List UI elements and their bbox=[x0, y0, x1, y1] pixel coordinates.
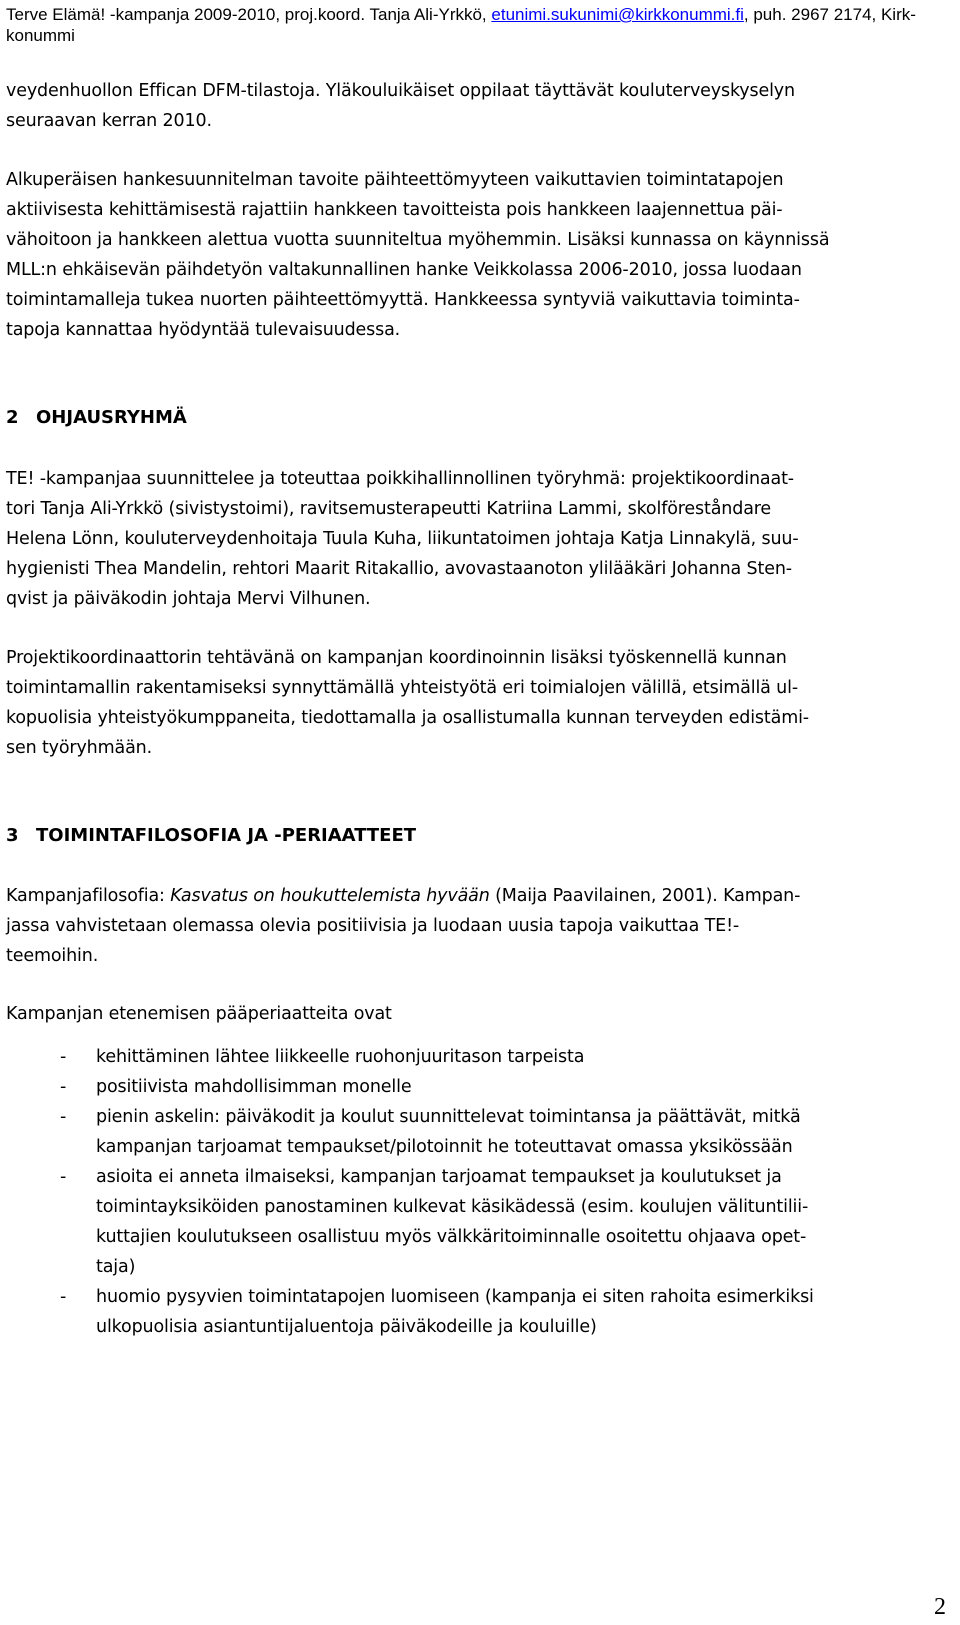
text-line: jassa vahvistetaan olemassa olevia positiivisia ja luodaan uusia tapoja vaikuttaa TE!- bbox=[6, 916, 740, 936]
philosophy-motto: Kasvatus on houkuttelemista hyvään bbox=[170, 886, 490, 906]
text-line: kehittäminen lähtee liikkeelle ruohonjuuritason tarpeista bbox=[96, 1047, 585, 1067]
text-line: hygienisti Thea Mandelin, rehtori Maarit Ritakallio, avovastaanoton ylilääkäri Johanna Sten- bbox=[6, 559, 792, 579]
paragraph-statistics bbox=[6, 76, 936, 136]
paragraph-steering-group bbox=[6, 464, 936, 614]
text-line: TE! -kampanjaa suunnittelee ja toteuttaa poikkihallinnollinen työryhmä: projektikoordinaat- bbox=[6, 469, 794, 489]
list-item bbox=[6, 1072, 936, 1102]
text-line: toimintamallin rakentamiseksi synnyttämällä yhteistyötä eri toimialojen välillä, etsimällä ul- bbox=[6, 678, 798, 698]
list-dash: - bbox=[60, 1287, 67, 1307]
text-line: taja) bbox=[96, 1257, 136, 1277]
text-line: asioita ei anneta ilmaiseksi, kampanjan tarjoamat tempaukset ja koulutukset ja bbox=[96, 1167, 782, 1187]
philosophy-label: Kampanjafilosofia: bbox=[6, 886, 171, 906]
section-heading-3 bbox=[6, 821, 416, 851]
text-line: positiivista mahdollisimman monelle bbox=[96, 1077, 412, 1097]
header-text: Terve Elämä! -kampanja 2009-2010, proj.koord. Tanja Ali-Yrkkö, bbox=[6, 5, 487, 24]
text-line: Helena Lönn, kouluterveydenhoitaja Tuula Kuha, liikuntatoimen johtaja Katja Linnakylä, suu- bbox=[6, 529, 799, 549]
header-line-2: konummi bbox=[6, 26, 75, 45]
text-line: Projektikoordinaattorin tehtävänä on kampanjan koordinoinnin lisäksi työskennellä kunnan bbox=[6, 648, 787, 668]
header-line-1 bbox=[6, 4, 936, 25]
paragraph-coordinator-tasks bbox=[6, 643, 936, 763]
section-title: OHJAUSRYHMÄ bbox=[36, 407, 187, 428]
list-item bbox=[6, 1042, 936, 1072]
text-line: sen työryhmään. bbox=[6, 738, 153, 758]
text-line: kampanjan tarjoamat tempaukset/pilotoinnit he toteuttavat omassa yksikössään bbox=[96, 1137, 793, 1157]
section-number: 2 bbox=[6, 407, 19, 428]
paragraph-principles-intro bbox=[6, 999, 936, 1029]
text-line: kopuolisia yhteistyökumppaneita, tiedottamalla ja osallistumalla kunnan terveyden edistämi- bbox=[6, 708, 809, 728]
page-number: 2 bbox=[934, 1594, 946, 1620]
list-dash: - bbox=[60, 1077, 67, 1097]
paragraph-campaign-philosophy bbox=[6, 881, 936, 971]
list-item bbox=[6, 1282, 936, 1342]
text-line: kuttajien koulutukseen osallistuu myös välkkäritoiminnalle osoitettu ohjaava opet- bbox=[96, 1227, 807, 1247]
text-line: teemoihin. bbox=[6, 946, 99, 966]
text-line: veydenhuollon Effican DFM-tilastoja. Yläkouluikäiset oppilaat täyttävät kouluterveyskyselyn bbox=[6, 81, 795, 101]
text-line: qvist ja päiväkodin johtaja Mervi Vilhunen. bbox=[6, 589, 371, 609]
text-line: seuraavan kerran 2010. bbox=[6, 111, 212, 131]
list-item bbox=[6, 1102, 936, 1162]
text-line: vähoitoon ja hankkeen alettua vuotta suunniteltua myöhemmin. Lisäksi kunnassa on käynnissä bbox=[6, 230, 830, 250]
list-dash: - bbox=[60, 1047, 67, 1067]
list-item bbox=[6, 1162, 936, 1282]
header-phone: , puh. 2967 2174, Kirk- bbox=[743, 5, 916, 24]
text-line: ulkopuolisia asiantuntijaluentoja päiväkodeille ja kouluille) bbox=[96, 1317, 597, 1337]
text-line: Alkuperäisen hankesuunnitelman tavoite päihteettömyyteen vaikuttavien toimintatapojen bbox=[6, 170, 784, 190]
text-line: tapoja kannattaa hyödyntää tulevaisuudessa. bbox=[6, 320, 401, 340]
page-header bbox=[6, 4, 936, 46]
text-line: tori Tanja Ali-Yrkkö (sivistystoimi), ravitsemusterapeutti Katriina Lammi, skolföreståndare bbox=[6, 499, 772, 519]
list-dash: - bbox=[60, 1107, 67, 1127]
text-line: aktiivisesta kehittämisestä rajattiin hankkeen tavoitteista pois hankkeen laajennettua päi- bbox=[6, 200, 783, 220]
text-line: pienin askelin: päiväkodit ja koulut suunnittelevat toimintansa ja päättävät, mitkä bbox=[96, 1107, 801, 1127]
text-line: huomio pysyvien toimintatapojen luomiseen (kampanja ei siten rahoita esimerkiksi bbox=[96, 1287, 814, 1307]
text-line: toimintamalleja tukea nuorten päihteettömyyttä. Hankkeessa syntyviä vaikuttavia toiminta- bbox=[6, 290, 800, 310]
section-heading-2 bbox=[6, 403, 187, 433]
list-dash: - bbox=[60, 1167, 67, 1187]
text-line: toimintayksiköiden panostaminen kulkevat käsikädessä (esim. koulujen välituntilii- bbox=[96, 1197, 809, 1217]
header-email-link[interactable]: etunimi.sukunimi@kirkkonummi.fi bbox=[491, 5, 744, 24]
philosophy-source: (Maija Paavilainen, 2001). Kampan- bbox=[489, 886, 801, 906]
text-line: MLL:n ehkäisevän päihdetyön valtakunnallinen hanke Veikkolassa 2006-2010, jossa luodaan bbox=[6, 260, 802, 280]
principles-list bbox=[6, 1042, 936, 1342]
section-number: 3 bbox=[6, 825, 19, 846]
section-title: TOIMINTAFILOSOFIA JA -PERIAATTEET bbox=[36, 825, 417, 846]
paragraph-original-plan bbox=[6, 165, 936, 345]
text-line: Kampanjan etenemisen pääperiaatteita ovat bbox=[6, 1004, 392, 1024]
text-line bbox=[6, 881, 936, 911]
